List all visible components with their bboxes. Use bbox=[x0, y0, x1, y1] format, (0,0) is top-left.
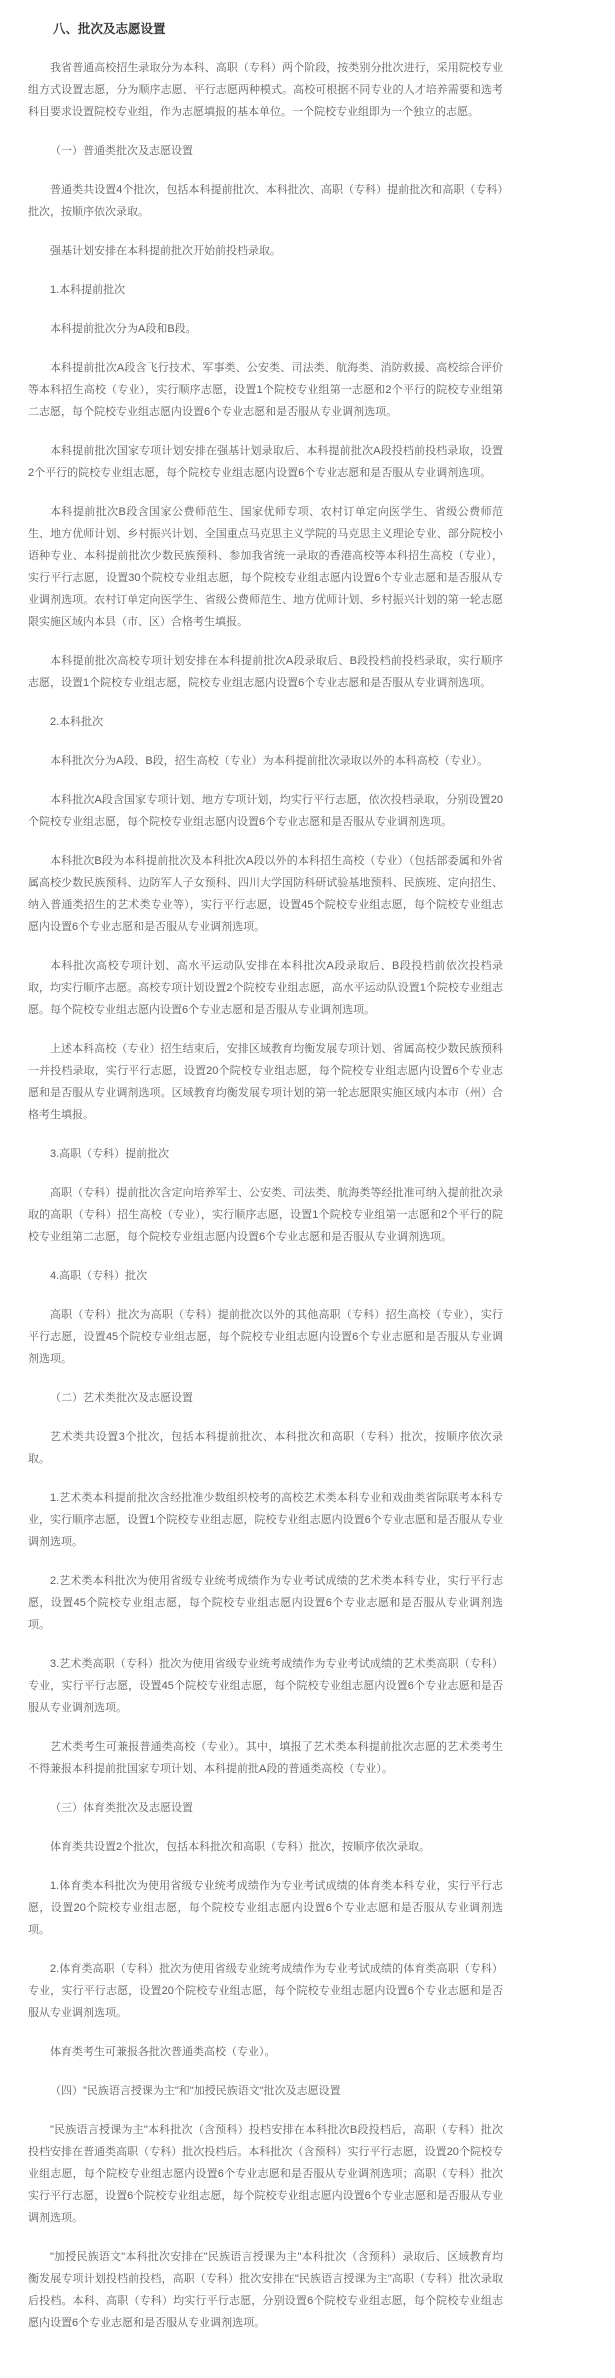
paragraph: 本科提前批次国家专项计划安排在强基计划录取后、本科提前批次A段投档前投档录取，设置2个平行的院校专业组志愿，每个院校专业组志愿内设置6个专业志愿和是否服从专业调剂选项。 bbox=[28, 445, 503, 479]
paragraph: 体育类考生可兼报各批次普通类高校（专业）。 bbox=[50, 2046, 276, 2058]
paragraph: 普通类共设置4个批次，包括本科提前批次、本科批次、高职（专科）提前批次和高职（专科）批次，按顺序依次录取。 bbox=[28, 184, 503, 218]
paragraph: "加授民族语文"本科批次安排在"民族语言授课为主"本科批次（含预科）录取后、区域教育均衡发展专项计划投档前投档，高职（专科）批次安排在"民族语言授课为主"高职（专科）批次录取后投档。本科、高职（专科）均实行平行志愿，分别设置6个院校专业组志愿，每个院校专业组志愿内设置6个专业志愿和是否服从专业调剂选项。 bbox=[28, 2251, 503, 2329]
item-heading: 3.高职（专科）提前批次 bbox=[50, 1148, 170, 1160]
paragraph: 本科批次B段为本科提前批次及本科批次A段以外的本科招生高校（专业）（包括部委属和外省属高校少数民族预科、边防军人子女预科、四川大学国防科研试验基地预科、民族班、定向招生、纳入普通类招生的艺术类专业等），实行平行志愿，设置45个院校专业组志愿，每个院校专业组志愿内设置6个专业志愿和是否服从专业调剂选项。 bbox=[28, 855, 503, 933]
section-heading: （二）艺术类批次及志愿设置 bbox=[50, 1392, 193, 1404]
document-body bbox=[28, 57, 503, 2334]
paragraph: 2.艺术类本科批次为使用省级专业统考成绩作为专业考试成绩的艺术类本科专业，实行平行志愿，设置45个院校专业组志愿，每个院校专业组志愿内设置6个专业志愿和是否服从专业调剂选项。 bbox=[28, 1575, 503, 1631]
paragraph: 本科提前批次分为A段和B段。 bbox=[50, 323, 197, 335]
paragraph: 1.体育类本科批次为使用省级专业统考成绩作为专业考试成绩的体育类本科专业，实行平行志愿，设置20个院校专业组志愿，每个院校专业组志愿内设置6个专业志愿和是否服从专业调剂选项。 bbox=[28, 1880, 503, 1936]
paragraph: 强基计划安排在本科提前批次开始前投档录取。 bbox=[50, 245, 281, 257]
item-heading: 1.本科提前批次 bbox=[50, 284, 126, 296]
paragraph: 上述本科高校（专业）招生结束后，安排区域教育均衡发展专项计划、省属高校少数民族预科一并投档录取，实行平行志愿，设置20个院校专业组志愿，每个院校专业组志愿内设置6个专业志愿和是否服从专业调剂选项。区域教育均衡发展专项计划的第一轮志愿限实施区域内本市（州）合格考生填报。 bbox=[28, 1043, 503, 1121]
paragraph: 高职（专科）批次为高职（专科）提前批次以外的其他高职（专科）招生高校（专业），实行平行志愿，设置45个院校专业组志愿，每个院校专业组志愿内设置6个专业志愿和是否服从专业调剂选项。 bbox=[28, 1309, 503, 1365]
paragraph: 本科批次高校专项计划、高水平运动队安排在本科批次A段录取后、B段投档前依次投档录取，均实行顺序志愿。高校专项计划设置2个院校专业组志愿，高水平运动队设置1个院校专业组志愿。每个院校专业组志愿内设置6个专业志愿和是否服从专业调剂选项。 bbox=[28, 960, 503, 1016]
paragraph: 本科提前批次高校专项计划安排在本科提前批次A段录取后、B段投档前投档录取，实行顺序志愿，设置1个院校专业组志愿，院校专业组志愿内设置6个专业志愿和是否服从专业调剂选项。 bbox=[28, 655, 503, 689]
section-heading: （一）普通类批次及志愿设置 bbox=[50, 145, 193, 157]
paragraph: 我省普通高校招生录取分为本科、高职（专科）两个阶段，按类别分批次进行，采用院校专业组方式设置志愿，分为顺序志愿、平行志愿两种模式。高校可根据不同专业的人才培养需要和选考科目要求设置院校专业组，作为志愿填报的基本单位。一个院校专业组即为一个独立的志愿。 bbox=[28, 62, 503, 118]
paragraph: 艺术类共设置3个批次，包括本科提前批次、本科批次和高职（专科）批次，按顺序依次录取。 bbox=[28, 1431, 503, 1465]
paragraph: 体育类共设置2个批次，包括本科批次和高职（专科）批次，按顺序依次录取。 bbox=[50, 1841, 431, 1853]
section-heading: （三）体育类批次及志愿设置 bbox=[50, 1802, 193, 1814]
paragraph: 高职（专科）提前批次含定向培养军士、公安类、司法类、航海类等经批准可纳入提前批次录取的高职（专科）招生高校（专业），实行顺序志愿，设置1个院校专业组第一志愿和2个平行的院校专业组第二志愿，每个院校专业组志愿内设置6个专业志愿和是否服从专业调剂选项。 bbox=[28, 1187, 503, 1243]
item-heading: 2.本科批次 bbox=[50, 716, 104, 728]
paragraph: 3.艺术类高职（专科）批次为使用省级专业统考成绩作为专业考试成绩的艺术类高职（专科）专业，实行平行志愿，设置45个院校专业组志愿，每个院校专业组志愿内设置6个专业志愿和是否服从专业调剂选项。 bbox=[28, 1658, 503, 1714]
paragraph: 2.体育类高职（专科）批次为使用省级专业统考成绩作为专业考试成绩的体育类高职（专科）专业，实行平行志愿，设置20个院校专业组志愿，每个院校专业组志愿内设置6个专业志愿和是否服从专业调剂选项。 bbox=[28, 1963, 503, 2019]
paragraph: 本科批次A段含国家专项计划、地方专项计划，均实行平行志愿，依次投档录取，分别设置20个院校专业组志愿，每个院校专业组志愿内设置6个专业志愿和是否服从专业调剂选项。 bbox=[28, 794, 503, 828]
document-title: 八、批次及志愿设置 bbox=[53, 22, 166, 36]
section-heading: （四）"民族语言授课为主"和"加授民族语文"批次及志愿设置 bbox=[50, 2085, 341, 2097]
paragraph: 本科批次分为A段、B段，招生高校（专业）为本科提前批次录取以外的本科高校（专业）。 bbox=[50, 755, 489, 767]
item-heading: 4.高职（专科）批次 bbox=[50, 1270, 148, 1282]
paragraph: 艺术类考生可兼报普通类高校（专业）。其中，填报了艺术类本科提前批次志愿的艺术类考生不得兼报本科提前批国家专项计划、本科提前批A段的普通类高校（专业）。 bbox=[28, 1741, 503, 1775]
paragraph: 1.艺术类本科提前批次含经批准少数组织校考的高校艺术类本科专业和戏曲类省际联考本科专业，实行顺序志愿，设置1个院校专业组志愿，院校专业组志愿内设置6个专业志愿和是否服从专业调剂选项。 bbox=[28, 1492, 503, 1548]
paragraph: 本科提前批次A段含飞行技术、军事类、公安类、司法类、航海类、消防救援、高校综合评价等本科招生高校（专业），实行顺序志愿，设置1个院校专业组第一志愿和2个平行的院校专业组第二志愿，每个院校专业组志愿内设置6个专业志愿和是否服从专业调剂选项。 bbox=[28, 362, 503, 418]
paragraph: "民族语言授课为主"本科批次（含预科）投档安排在本科批次B段投档后，高职（专科）批次投档安排在普通类高职（专科）批次投档后。本科批次（含预科）实行平行志愿，设置20个院校专业组志愿，每个院校专业组志愿内设置6个专业志愿和是否服从专业调剂选项；高职（专科）批次实行平行志愿，设置6个院校专业组志愿，每个院校专业组志愿内设置6个专业志愿和是否服从专业调剂选项。 bbox=[28, 2124, 503, 2224]
paragraph: 本科提前批次B段含国家公费师范生、国家优师专项、农村订单定向医学生、省级公费师范生、地方优师计划、乡村振兴计划、全国重点马克思主义学院的马克思主义理论专业、部分院校小语种专业、本科提前批次少数民族预科、参加我省统一录取的香港高校等本科招生高校（专业），实行平行志愿，设置30个院校专业组志愿，每个院校专业组志愿内设置6个专业志愿和是否服从专业调剂选项。农村订单定向医学生、省级公费师范生、地方优师计划、乡村振兴计划的第一轮志愿限实施区域内本县（市、区）合格考生填报。 bbox=[28, 506, 503, 628]
